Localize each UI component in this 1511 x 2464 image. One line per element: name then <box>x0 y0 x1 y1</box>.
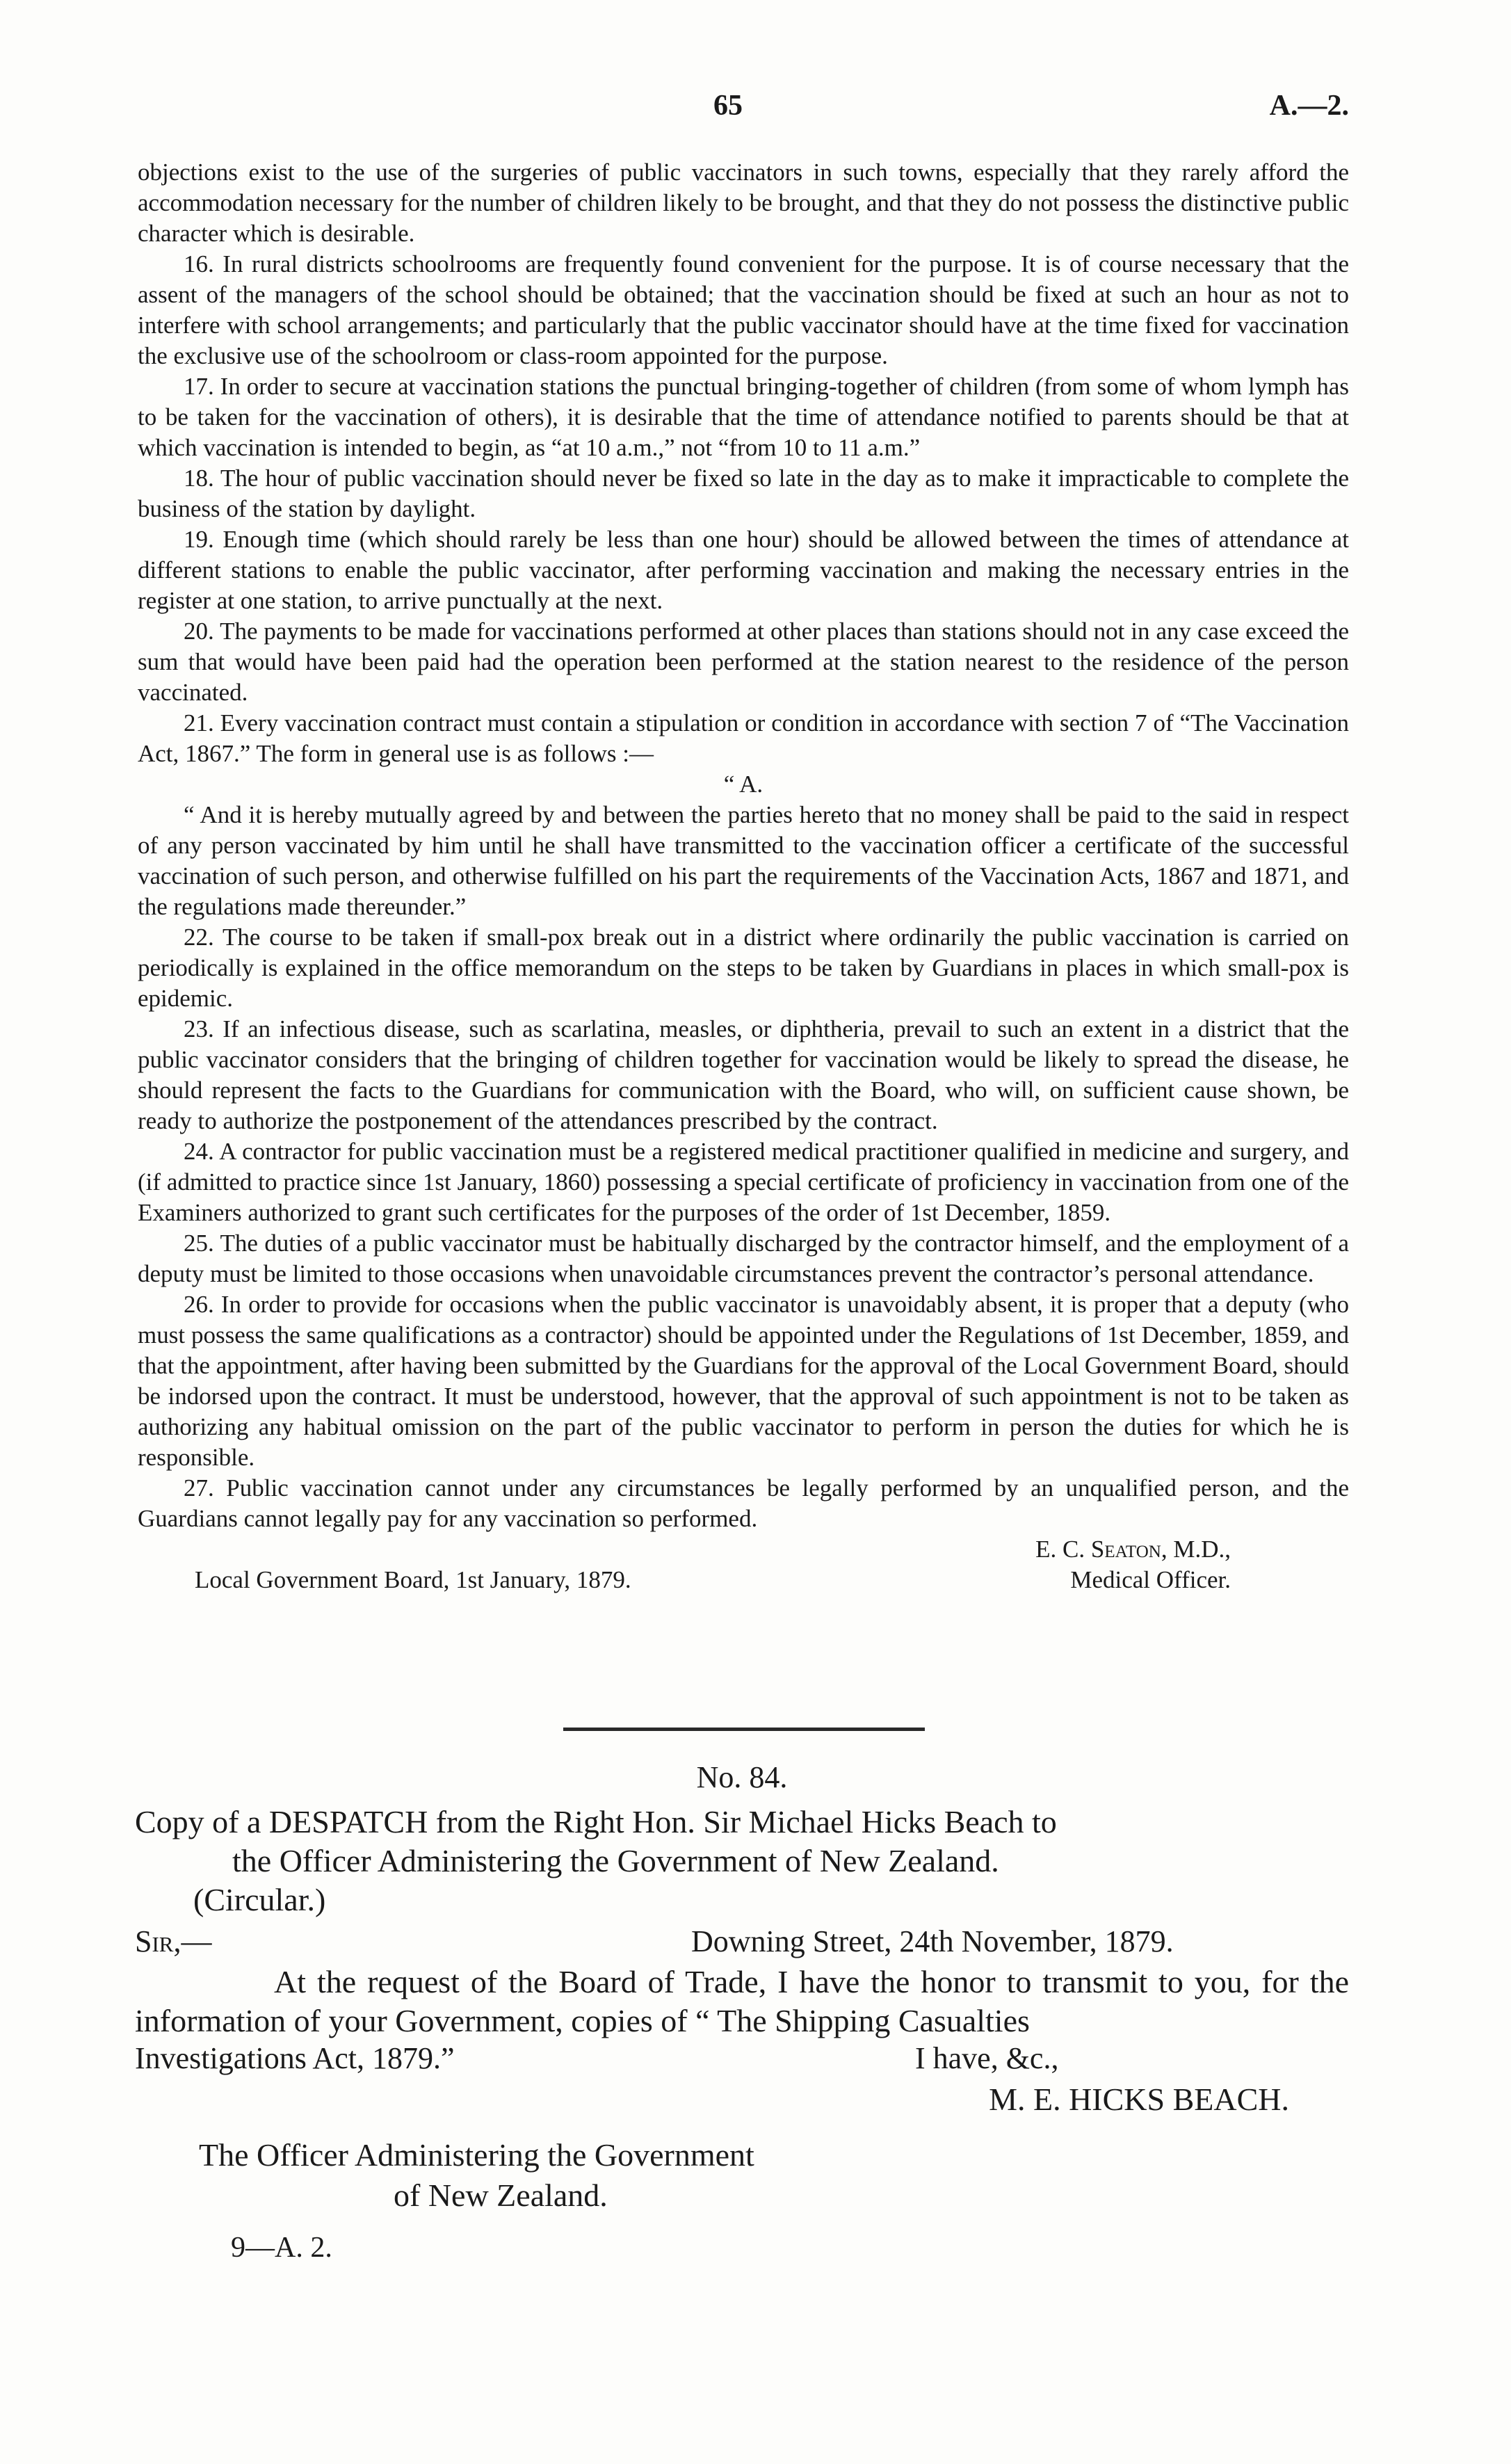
despatch-body: At the request of the Board of Trade, I have the honor to transmit to you, for the information of your Government, copies of “ The Shipping Casualties <box>135 1964 1349 2038</box>
despatch-circular: (Circular.) <box>193 1882 326 1917</box>
signer-name: E. C. Seaton, M.D., <box>1035 1536 1231 1563</box>
paragraph-21: 21. Every vaccination contract must contain a stipulation or condition in accordance with section 7 of “The Vaccination Act, 1867.” The form in general use is as follows :— <box>138 709 1349 767</box>
paragraph-17: 17. In order to secure at vaccination stations the punctual bringing-together of children (from some of whom lymph has to be taken for the vaccination of others), it is desirable that the time of attendance notified to parents should be that at which vaccination is intended to begin, as “at 10 a.m.,” not “from 10 to 11 a.m.” <box>138 373 1349 461</box>
paragraph-22: 22. The course to be taken if small-pox break out in a district where ordinarily the public vaccination is carried on periodically is explained in the office memorandum on the steps to be taken by Guardians in places in which small-pox is epidemic. <box>138 924 1349 1012</box>
salutation: Sir,— <box>135 1924 212 1958</box>
office-row <box>138 1565 1349 1595</box>
despatch-signature: M. E. HICKS BEACH. <box>989 2081 1289 2117</box>
salutation-row <box>135 1924 1349 1963</box>
addressee-line1: The Officer Administering the Government <box>199 2137 754 2173</box>
page-reference: A.—2. <box>1269 90 1349 122</box>
form-quote: “ And it is hereby mutually agreed by and between the parties hereto that no money shall be paid to the said in respect of any person vaccinated by him until he shall have transmitted to the vaccination officer a certificate of the successful vaccination of such person, and otherwise fulfilled on his part the requirements of the Vaccination Acts, 1867 and 1871, and the regulations made thereunder.” <box>138 801 1349 920</box>
paragraph-25: 25. The duties of a public vaccinator must be habitually discharged by the contractor himself, and the employment of a deputy must be limited to those occasions when unavoidable circumstances prevent the contractor’s personal attendance. <box>138 1230 1349 1287</box>
paragraph-18: 18. The hour of public vaccination should never be fixed so late in the day as to make it impracticable to complete the business of the station by daylight. <box>138 465 1349 522</box>
addressee <box>199 2135 1349 2216</box>
circular-body <box>138 157 1349 1595</box>
closing-row <box>135 2040 1349 2079</box>
despatch-title <box>135 1803 1349 1919</box>
section-divider <box>563 1728 925 1731</box>
despatch-section <box>135 1760 1349 2266</box>
closing: I have, &c., <box>915 2041 1059 2075</box>
despatch-dateline: Downing Street, 24th November, 1879. <box>691 1924 1174 1958</box>
office-dateline: Local Government Board, 1st January, 1879. <box>195 1566 631 1593</box>
paragraph-27: 27. Public vaccination cannot under any circumstances be legally performed by an unqualified person, and the Guardians cannot legally pay for any vaccination so performed. <box>138 1474 1349 1532</box>
despatch-number: No. 84. <box>696 1760 788 1794</box>
despatch-body-end: Investigations Act, 1879.” <box>135 2041 455 2075</box>
paragraph-24: 24. A contractor for public vaccination must be a registered medical practitioner qualified in medicine and surgery, and (if admitted to practice since 1st January, 1860) possessing a special certificate of proficiency in vaccination from one of the Examiners authorized to grant such certificates for the purposes of the order of 1st December, 1859. <box>138 1138 1349 1226</box>
despatch-title-line1: Copy of a DESPATCH from the Right Hon. Sir Michael Hicks Beach to <box>135 1804 1057 1839</box>
signoff-row <box>138 1534 1349 1565</box>
paragraph-26: 26. In order to provide for occasions when the public vaccinator is unavoidably absent, it is proper that a deputy (who must possess the same qualifications as a contractor) should be appointed under the Regulations of 1st December, 1859, and that the appointment, after having been submitted by the Guardians for the approval of the Local Government Board, should be indorsed upon the contract. It must be understood, however, that the approval of such appointment is not to be taken as authorizing any habitual omission on the part of the public vaccinator to perform in person the duties for which he is responsible. <box>138 1291 1349 1471</box>
signer-title: Medical Officer. <box>1070 1566 1231 1593</box>
despatch-title-line2: the Officer Administering the Government of New Zealand. <box>232 1843 999 1878</box>
paragraph-23: 23. If an infectious disease, such as scarlatina, measles, or diphtheria, prevail to such an extent in a district that the public vaccinator considers that the bringing of children together for vaccination would be likely to spread the disease, he should represent the facts to the Guardians for communication with the Board, who will, on sufficient cause shown, be ready to authorize the postponement of the attendances prescribed by the contract. <box>138 1015 1349 1134</box>
addressee-line2: of New Zealand. <box>394 2177 608 2213</box>
paragraph-19: 19. Enough time (which should rarely be less than one hour) should be allowed between the times of attendance at different stations to enable the public vaccinator, after performing vaccination and making the necessary entries in the register at one station, to arrive punctually at the next. <box>138 526 1349 614</box>
paragraph-16: 16. In rural districts schoolrooms are frequently found convenient for the purpose. It is of course necessary that the assent of the managers of the school should be obtained; that the vaccination should be fixed at such an hour as not to interfere with school arrangements; and particularly that the public vaccinator should have at the time fixed for vaccination the exclusive use of the schoolroom or class-room appointed for the purpose. <box>138 250 1349 369</box>
printer-signature-mark: 9—A. 2. <box>231 2232 332 2264</box>
form-label: “ A. <box>723 771 763 798</box>
paragraph-intro: objections exist to the use of the surgeries of public vaccinators in such towns, especially that they rarely afford the accommodation necessary for the number of children likely to be brought, and that they do not possess the distinctive public character which is desirable. <box>138 159 1349 247</box>
page-number: 65 <box>713 90 743 122</box>
paragraph-20: 20. The payments to be made for vaccinations performed at other places than stations should not in any case exceed the sum that would have been paid had the operation been performed at the station nearest to the residence of the person vaccinated. <box>138 618 1349 706</box>
page-header <box>136 89 1349 131</box>
